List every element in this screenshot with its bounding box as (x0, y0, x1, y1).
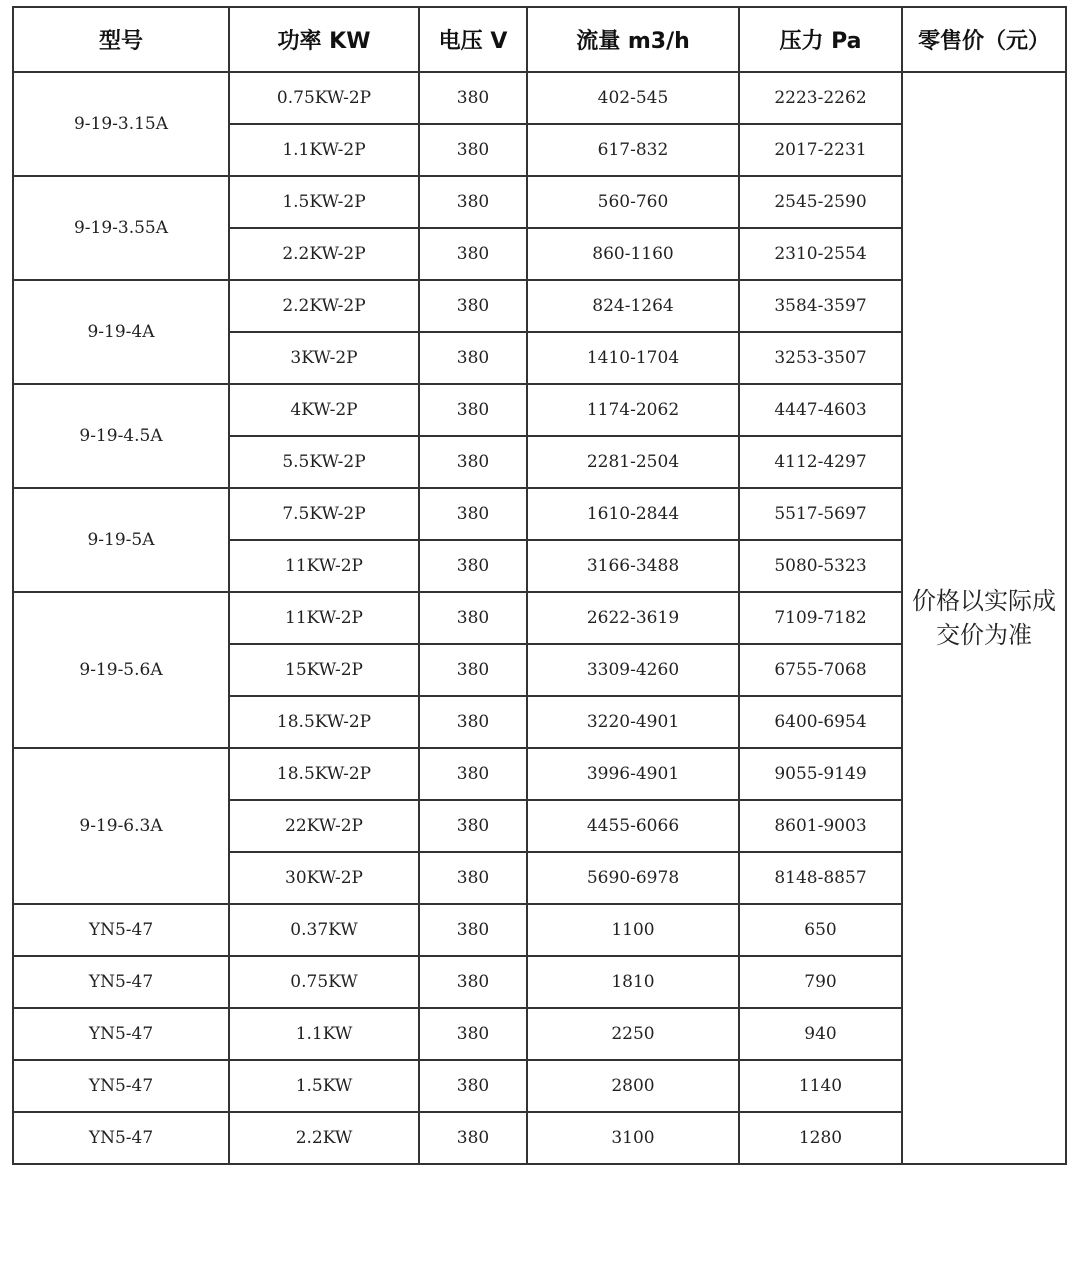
flow-cell: 2622-3619 (527, 592, 739, 644)
pressure-cell: 5517-5697 (739, 488, 902, 540)
header-power: 功率 KW (229, 7, 419, 72)
flow-cell: 2800 (527, 1060, 739, 1112)
pressure-cell: 2310-2554 (739, 228, 902, 280)
flow-cell: 4455-6066 (527, 800, 739, 852)
voltage-cell: 380 (419, 1060, 527, 1112)
power-cell: 7.5KW-2P (229, 488, 419, 540)
pressure-cell: 940 (739, 1008, 902, 1060)
pressure-cell: 3584-3597 (739, 280, 902, 332)
voltage-cell: 380 (419, 72, 527, 124)
power-cell: 1.1KW-2P (229, 124, 419, 176)
voltage-cell: 380 (419, 800, 527, 852)
flow-cell: 2281-2504 (527, 436, 739, 488)
flow-cell: 1810 (527, 956, 739, 1008)
power-cell: 0.75KW-2P (229, 72, 419, 124)
voltage-cell: 380 (419, 436, 527, 488)
pressure-cell: 6400-6954 (739, 696, 902, 748)
voltage-cell: 380 (419, 488, 527, 540)
power-cell: 1.5KW (229, 1060, 419, 1112)
voltage-cell: 380 (419, 644, 527, 696)
model-cell: 9-19-3.55A (13, 176, 229, 280)
flow-cell: 1610-2844 (527, 488, 739, 540)
flow-cell: 617-832 (527, 124, 739, 176)
power-cell: 0.75KW (229, 956, 419, 1008)
flow-cell: 3309-4260 (527, 644, 739, 696)
model-cell: 9-19-6.3A (13, 748, 229, 904)
pressure-cell: 3253-3507 (739, 332, 902, 384)
price-note: 价格以实际成交价为准 (902, 72, 1066, 1164)
power-cell: 3KW-2P (229, 332, 419, 384)
flow-cell: 5690-6978 (527, 852, 739, 904)
power-cell: 30KW-2P (229, 852, 419, 904)
flow-cell: 860-1160 (527, 228, 739, 280)
pressure-cell: 7109-7182 (739, 592, 902, 644)
flow-cell: 824-1264 (527, 280, 739, 332)
header-row (13, 7, 1066, 72)
voltage-cell: 380 (419, 332, 527, 384)
power-cell: 2.2KW (229, 1112, 419, 1164)
flow-cell: 3220-4901 (527, 696, 739, 748)
voltage-cell: 380 (419, 696, 527, 748)
voltage-cell: 380 (419, 176, 527, 228)
pressure-cell: 9055-9149 (739, 748, 902, 800)
model-cell: YN5-47 (13, 956, 229, 1008)
voltage-cell: 380 (419, 1112, 527, 1164)
voltage-cell: 380 (419, 540, 527, 592)
power-cell: 2.2KW-2P (229, 280, 419, 332)
voltage-cell: 380 (419, 1008, 527, 1060)
power-cell: 4KW-2P (229, 384, 419, 436)
model-cell: YN5-47 (13, 1112, 229, 1164)
power-cell: 18.5KW-2P (229, 748, 419, 800)
pressure-cell: 790 (739, 956, 902, 1008)
header-pressure: 压力 Pa (739, 7, 902, 72)
table-body (13, 72, 1066, 1164)
pressure-cell: 2223-2262 (739, 72, 902, 124)
power-cell: 1.5KW-2P (229, 176, 419, 228)
pressure-cell: 8601-9003 (739, 800, 902, 852)
model-cell: 9-19-4.5A (13, 384, 229, 488)
pressure-cell: 2545-2590 (739, 176, 902, 228)
spec-table (12, 6, 1067, 1165)
model-cell: 9-19-3.15A (13, 72, 229, 176)
pressure-cell: 1280 (739, 1112, 902, 1164)
voltage-cell: 380 (419, 904, 527, 956)
model-cell: 9-19-5.6A (13, 592, 229, 748)
flow-cell: 3996-4901 (527, 748, 739, 800)
voltage-cell: 380 (419, 280, 527, 332)
power-cell: 11KW-2P (229, 540, 419, 592)
flow-cell: 1100 (527, 904, 739, 956)
voltage-cell: 380 (419, 852, 527, 904)
pressure-cell: 8148-8857 (739, 852, 902, 904)
power-cell: 15KW-2P (229, 644, 419, 696)
flow-cell: 2250 (527, 1008, 739, 1060)
table-row (13, 72, 1066, 124)
header-flow: 流量 m3/h (527, 7, 739, 72)
flow-cell: 1410-1704 (527, 332, 739, 384)
voltage-cell: 380 (419, 228, 527, 280)
power-cell: 18.5KW-2P (229, 696, 419, 748)
flow-cell: 3100 (527, 1112, 739, 1164)
power-cell: 5.5KW-2P (229, 436, 419, 488)
pressure-cell: 6755-7068 (739, 644, 902, 696)
voltage-cell: 380 (419, 592, 527, 644)
pressure-cell: 650 (739, 904, 902, 956)
header-model: 型号 (13, 7, 229, 72)
pressure-cell: 2017-2231 (739, 124, 902, 176)
table-header (13, 7, 1066, 72)
header-retail-price: 零售价（元） (902, 7, 1066, 72)
model-cell: YN5-47 (13, 904, 229, 956)
power-cell: 1.1KW (229, 1008, 419, 1060)
voltage-cell: 380 (419, 124, 527, 176)
voltage-cell: 380 (419, 384, 527, 436)
model-cell: 9-19-4A (13, 280, 229, 384)
flow-cell: 402-545 (527, 72, 739, 124)
power-cell: 2.2KW-2P (229, 228, 419, 280)
model-cell: YN5-47 (13, 1060, 229, 1112)
voltage-cell: 380 (419, 748, 527, 800)
header-voltage: 电压 V (419, 7, 527, 72)
pressure-cell: 4112-4297 (739, 436, 902, 488)
power-cell: 22KW-2P (229, 800, 419, 852)
voltage-cell: 380 (419, 956, 527, 1008)
pressure-cell: 5080-5323 (739, 540, 902, 592)
flow-cell: 1174-2062 (527, 384, 739, 436)
pressure-cell: 4447-4603 (739, 384, 902, 436)
power-cell: 11KW-2P (229, 592, 419, 644)
power-cell: 0.37KW (229, 904, 419, 956)
model-cell: 9-19-5A (13, 488, 229, 592)
flow-cell: 3166-3488 (527, 540, 739, 592)
pressure-cell: 1140 (739, 1060, 902, 1112)
flow-cell: 560-760 (527, 176, 739, 228)
model-cell: YN5-47 (13, 1008, 229, 1060)
